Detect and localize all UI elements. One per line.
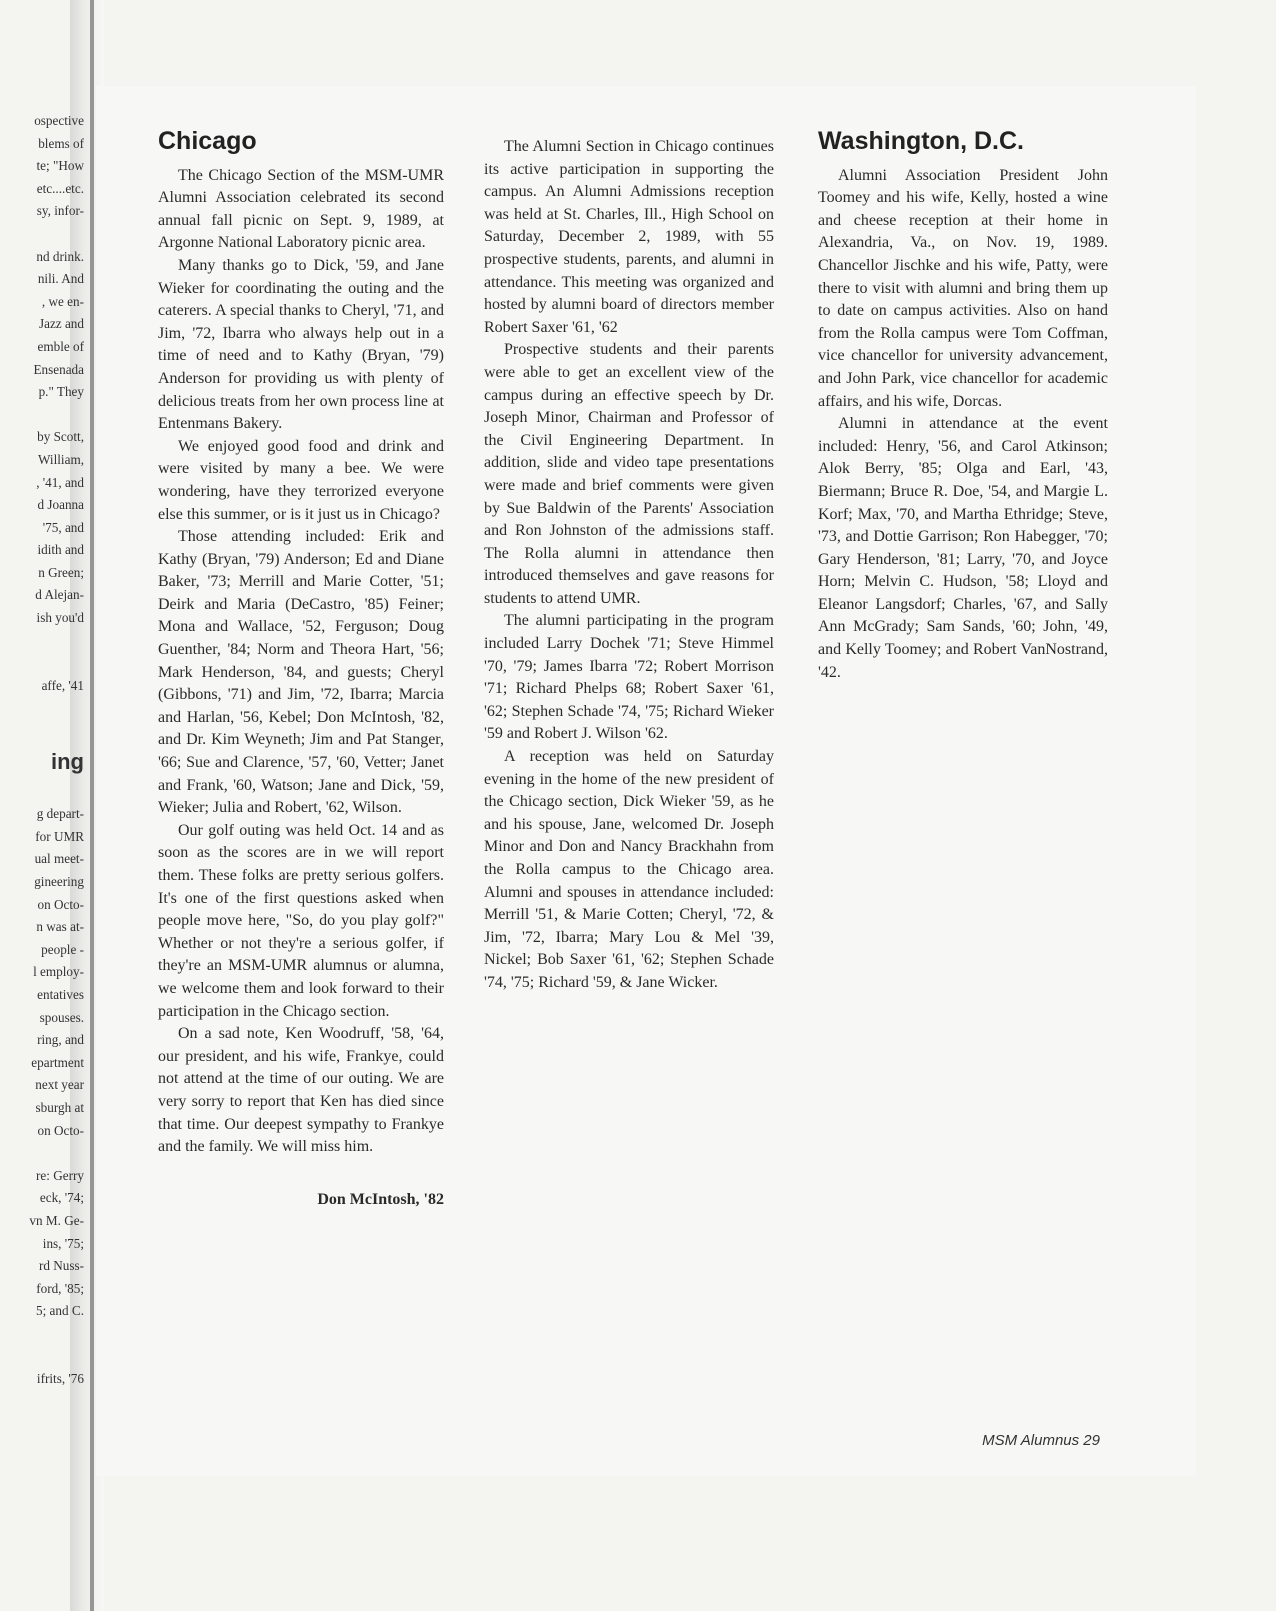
chicago-continued-paragraph-3: The alumni participating in the program included Larry Dochek '71; Steve Himmel '70, '79; James Ibarra '72; Robert Morrison '71; Richard Phelps 68; Robert Saxer '61, '62; Stephen Schade '74, '75; Richard Wieker '59 and Robert J. Wilson '62. [484, 612, 774, 743]
previous-page-line: re: Gerry [36, 1167, 84, 1183]
previous-page-line: sburgh at [35, 1099, 84, 1115]
previous-page-line: vn M. Ge- [29, 1212, 84, 1228]
previous-page-line: sy, infor- [36, 203, 84, 219]
author-signature: Don McIntosh, '82 [317, 1190, 444, 1208]
previous-page-line [0, 652, 84, 675]
previous-page-line: ford, '85; [36, 1280, 84, 1296]
previous-page-line [0, 720, 84, 743]
previous-page-line [0, 1142, 84, 1165]
chicago-heading: Chicago [158, 127, 257, 155]
previous-page-line: Jazz and [38, 316, 84, 332]
chicago-paragraph-4: Those attending included: Erik and Kathy (Bryan, '79) Anderson; Ed and Diane Baker, '73; Merrill and Marie Cotter, '51; Deirk and Maria (DeCastro, '85) Feiner; Mona and Wallace, '52, Ferguson; Doug Guenther, '84; Norm and Theora Hart, '56; Mark Henderson, '84, and guests; Cheryl (Gibbons, '71) and Jim, '72, Ibarra; Marcia and Harlan, '56, Kebel; Don McIntosh, '82, and Dr. Kim Weyneth; Jim and Pat Stanger, '66; Sue and Clarence, '57, '60, Vetter; Janet and Frank, '60, Watson; Jane and Dick, '59, Wieker; Julia and Robert, '62, Wilson. [158, 528, 444, 817]
previous-page-line: etc....etc. [36, 180, 84, 196]
washington-heading: Washington, D.C. [818, 127, 1024, 155]
page-footer: MSM Alumnus 29 [982, 1432, 1100, 1449]
previous-page-line: emble of [37, 338, 84, 354]
chicago-paragraph-2: Many thanks go to Dick, '59, and Jane Wieker for coordinating the outing and the caterers. A special thanks to Cheryl, '71, and Jim, '72, Ibarra who always help out in a time of need and to Kathy (Bryan, '79) Anderson for providing us with plenty of delicious treats from her own process line at Entenmans Bakery. [158, 256, 444, 433]
previous-page-fragment [0, 110, 84, 1391]
previous-page-line: te; "How [36, 158, 84, 174]
previous-page-line: gineering [34, 874, 84, 889]
previous-page-line: rd Nuss- [38, 1258, 84, 1274]
previous-page-line: ual meet- [34, 851, 84, 867]
chicago-continued-paragraph-1: The Alumni Section in Chicago continues its active participation in supporting the campus. An Alumni Admissions reception was held at St. Charles, Ill., High School on Saturday, December 2, 1989, with 55 prospective students, parents, and alumni in attendance. This meeting was organized and hosted by alumni board of directors member Robert Saxer '61, '62 [484, 138, 774, 336]
washington-paragraph-1: Alumni Association President John Toomey and his wife, Kelly, hosted a wine and cheese reception at their home in Alexandria, Va., on Nov. 19, 1989. Chancellor Jischke and his wife, Patty, were there to visit with alumni and bring them up to date on campus activities. Also on hand from the Rolla campus were Tom Coffman, vice chancellor for university advancement, and John Park, vice chancellor for academic affairs, and his wife, Dorcas. [818, 166, 1108, 410]
previous-page-line: William, [38, 451, 84, 467]
previous-page-line: ish you'd [36, 610, 84, 626]
previous-page-line: blems of [38, 135, 84, 151]
previous-page-line: spouses. [39, 1009, 84, 1025]
previous-page-line: , '41, and [36, 474, 84, 490]
previous-page-line: '75, and [42, 519, 84, 535]
previous-page-line: d Alejan- [35, 587, 84, 603]
previous-page-line: ifrits, '76 [36, 1371, 84, 1387]
previous-page-line: idith and [37, 542, 84, 558]
chicago-continued-paragraph-2: Prospective students and their parents were able to get an excellent view of the campus during an effective speech by Dr. Joseph Minor, Chairman and Professor of the Civil Engineering Department. In addition, slide and video tape presentations were made and brief comments were given by Sue Baldwin of the Parents' Association and Ron Johnston of the admissions staff. The Rolla alumni in attendance then introduced themselves and gave reasons for students to attend UMR. [484, 341, 774, 607]
previous-page-line: n Green; [38, 564, 84, 580]
chicago-paragraph-6: On a sad note, Ken Woodruff, '58, '64, our president, and his wife, Frankye, could not attend at the time of our outing. We are very sorry to report that Ken has died since that time. Our deepest sympathy to Frankye and the family. We will miss him. [158, 1025, 444, 1156]
previous-page-line: g depart- [36, 806, 84, 822]
previous-page-line: epartment [31, 1054, 84, 1070]
previous-page-line [0, 404, 84, 427]
chicago-column [158, 127, 444, 1211]
previous-page-line: d Joanna [37, 497, 84, 513]
previous-page-line: ing [51, 748, 84, 774]
previous-page-line: 5; and C. [36, 1303, 84, 1319]
previous-page-line: for UMR [35, 828, 84, 844]
chicago-continued-column [484, 136, 774, 995]
previous-page-line: affe, '41 [41, 677, 84, 693]
previous-page-line: ring, and [37, 1032, 84, 1048]
page-spine [90, 0, 94, 1611]
previous-page-line: eck, '74; [39, 1190, 84, 1206]
previous-page-line: people - [41, 941, 84, 957]
washington-column [818, 127, 1108, 684]
chicago-paragraph-3: We enjoyed good food and drink and were visited by many a bee. We were wondering, have they terrorized everyone else this summer, or is it just us in Chicago? [158, 437, 444, 523]
previous-page-line [0, 781, 84, 804]
previous-page-line: nili. And [37, 271, 84, 287]
previous-page-line: l employ- [33, 964, 84, 980]
previous-page-line [0, 630, 84, 653]
washington-paragraph-2: Alumni in attendance at the event included: Henry, '56, and Carol Atkinson; Alok Berry, '85; Olga and Earl, '43, Biermann; Bruce R. Doe, '54, and Margie L. Korf; Max, '70, and Martha Ethridge; Steve, '73, and Dottie Garrison; Ron Habegger, '70; Gary Henderson, '81; Larry, '70, and Joyce Horn; Melvin C. Hudson, '58; Lloyd and Eleanor Langsdorf; Charles, '67, and Sally Ann McGrady; Sam Sands, '60; John, '49, and Kelly Toomey; and Robert VanNostrand, '42. [818, 415, 1108, 681]
previous-page-line [0, 1323, 84, 1346]
previous-page-line: p." They [38, 384, 84, 400]
previous-page-line: n was at- [36, 919, 84, 935]
previous-page-line: on Octo- [37, 1122, 84, 1138]
previous-page-line: entatives [37, 986, 84, 1002]
previous-page-line: , we en- [41, 293, 84, 309]
chicago-paragraph-1: The Chicago Section of the MSM-UMR Alumni Association celebrated its second annual fall picnic on Sept. 9, 1989, at Argonne National Laboratory picnic area. [158, 166, 444, 252]
previous-page-line: next year [35, 1077, 84, 1093]
chicago-paragraph-5: Our golf outing was held Oct. 14 and as soon as the scores are in we will report them. These folks are pretty serious golfers. It's one of the first questions asked when people move here, "So, do you play golf?" Whether or not they're a serious golfer, if they're an MSM-UMR alumnus or alumna, we welcome them and look forward to their participation in the Chicago section. [158, 821, 444, 1020]
previous-page-line [0, 697, 84, 720]
chicago-continued-paragraph-4: A reception was held on Saturday evening in the home of the new president of the Chicago section, Dick Wieker '59, as he and his spouse, Jane, welcomed Dr. Joseph Minor and Don and Nancy Brackhahn from the Rolla campus to the Chicago area. Alumni and spouses in attendance included: Merrill '51, & Marie Cotten; Cheryl, '72, & Jim, '72, Ibarra; Mary Lou & Mel '39, Nickel; Bob Saxer '61, '62; Stephen Schade '74, '75; Richard '59, & Jane Wicker. [484, 748, 774, 991]
previous-page-line: ins, '75; [42, 1235, 84, 1251]
previous-page-line [0, 1345, 84, 1368]
previous-page-line: ospective [34, 113, 84, 128]
previous-page-line: Ensenada [33, 361, 84, 377]
previous-page-line: on Octo- [37, 896, 84, 912]
previous-page-line: nd drink. [36, 248, 84, 264]
previous-page-line [0, 223, 84, 246]
previous-page-line: by Scott, [37, 429, 84, 445]
